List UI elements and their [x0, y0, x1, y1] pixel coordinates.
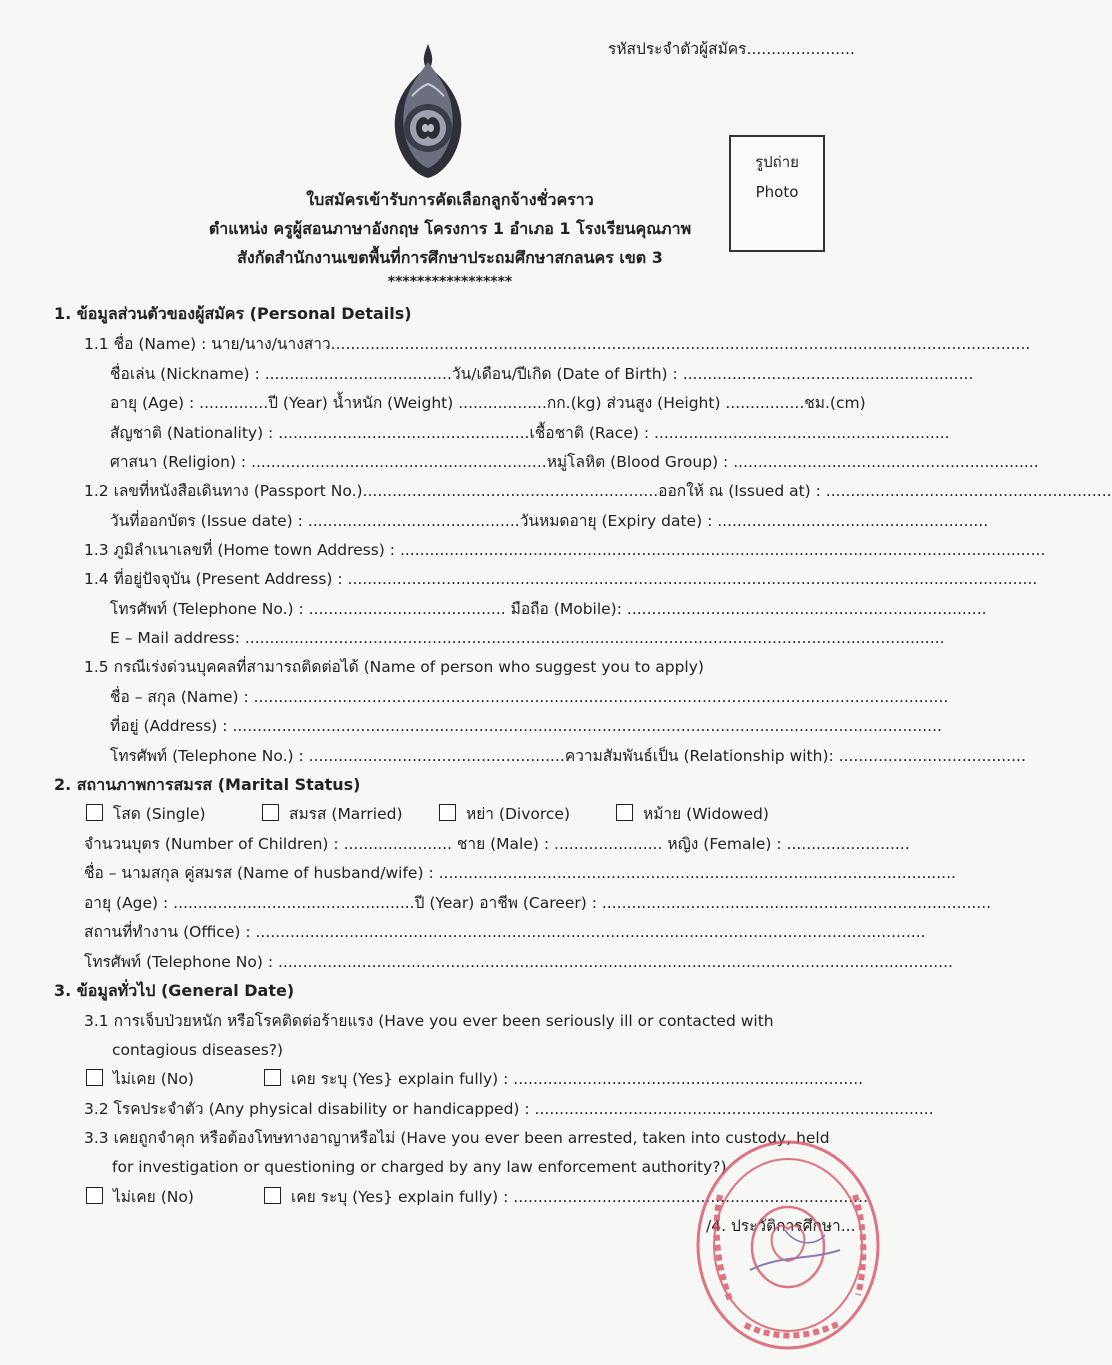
relationship-label: ความสัมพันธ์เป็น (Relationship with): — [564, 747, 839, 765]
email-label: E – Mail address: — [110, 629, 245, 647]
marital-status-options — [86, 804, 856, 826]
header-stars: ***************** — [387, 274, 513, 290]
spouse-age-label: อายุ (Age) : — [84, 894, 174, 912]
male-label: ชาย (Male) : — [451, 835, 555, 853]
office-field[interactable]: สถานที่ทำงาน (Office) : ........................................................................................................................................ — [84, 923, 926, 941]
race-label: เชื้อชาติ (Race) : — [529, 424, 654, 442]
emergency-heading: 1.5 กรณีเร่งด่วนบุคคลที่สามารถติดต่อได้ (Name of person who suggest you to apply) — [84, 658, 704, 676]
illness-yes-option[interactable]: เคย ระบุ (Yes} explain fully) : ....................................................................... — [264, 1069, 863, 1089]
married-option[interactable] — [262, 804, 403, 824]
arrest-yes-label: เคย ระบุ (Yes} explain fully) : — [291, 1188, 514, 1206]
form-agency: สังกัดสำนักงานเขตพื้นที่การศึกษาประถมศึกษาสกลนคร เขต 3 — [237, 248, 663, 267]
disability-label: 3.2 โรคประจำตัว (Any physical disability or handicapped) : — [84, 1100, 535, 1118]
age-weight-height-row[interactable]: อายุ (Age) : ..............ปี (Year) น้ำหนัก (Weight) ..................กก.(kg) ส่วนสูง (Height) ................ชม.(cm) — [110, 394, 866, 412]
next-page-note: /4. ประวัติการศึกษา... — [706, 1217, 856, 1235]
school-emblem-logo — [388, 40, 468, 182]
dob-label: วัน/เดือน/ปีเกิด (Date of Birth) : — [451, 365, 683, 383]
children-label: จำนวนบุตร (Number of Children) : — [84, 835, 344, 853]
passport-label: 1.2 เลขที่หนังสือเดินทาง (Passport No.) — [84, 482, 363, 500]
spouse-age-career-row[interactable]: อายุ (Age) : .................................................ปี (Year) อาชีพ (Career) : ............................................................................... — [84, 894, 992, 912]
issue-date-label: วันที่ออกบัตร (Issue date) : — [110, 512, 308, 530]
nickname-label: ชื่อเล่น (Nickname) : — [110, 365, 265, 383]
cm-label: ชม.(cm) — [804, 394, 866, 412]
contact-name-label: ชื่อ – สกุล (Name) : — [110, 688, 254, 706]
form-position: ตำแหน่ง ครูผู้สอนภาษาอังกฤษ โครงการ 1 อำเภอ 1 โรงเรียนคุณภาพ — [208, 219, 692, 238]
career-label: ปี (Year) อาชีพ (Career) : — [414, 894, 602, 912]
arrest-question-cont: for investigation or questioning or charged by any law enforcement authority?) — [112, 1158, 727, 1176]
single-checkbox[interactable] — [86, 804, 103, 821]
spouse-telephone-field[interactable]: โทรศัพท์ (Telephone No) : ......................................................................................................................................... — [84, 953, 953, 971]
arrest-yes-checkbox[interactable] — [264, 1187, 281, 1204]
female-label: หญิง (Female) : — [662, 835, 787, 853]
name-field[interactable]: 1.1 ชื่อ (Name) : นาย/นาง/นางสาว.............................................................................................................................................. — [84, 335, 1031, 353]
passport-row[interactable]: 1.2 เลขที่หนังสือเดินทาง (Passport No.)............................................................ออกให้ ณ (Issued at) : .......................................................... — [84, 482, 1112, 500]
form-title: ใบสมัครเข้ารับการคัดเลือกลูกจ้างชั่วคราว — [306, 190, 594, 209]
telephone-label: โทรศัพท์ (Telephone No.) : — [110, 600, 309, 618]
contact-telephone-row[interactable]: โทรศัพท์ (Telephone No.) : ....................................................ความสัมพันธ์เป็น (Relationship with): ...................................... — [110, 747, 1026, 765]
religion-blood-row[interactable]: ศาสนา (Religion) : ............................................................หมู่โลหิต (Blood Group) : .............................................................. — [110, 453, 1039, 471]
expiry-date-label: วันหมดอายุ (Expiry date) : — [519, 512, 718, 530]
age-label: อายุ (Age) : — [110, 394, 200, 412]
divorce-label: หย่า (Divorce) — [466, 805, 571, 823]
present-address-label: 1.4 ที่อยู่ปัจจุบัน (Present Address) : — [84, 570, 348, 588]
weight-label: ปี (Year) น้ำหนัก (Weight) — [268, 394, 459, 412]
disability-field[interactable]: 3.2 โรคประจำตัว (Any physical disability or handicapped) : ................................................................................. — [84, 1100, 934, 1118]
widowed-option[interactable] — [616, 804, 769, 824]
hometown-label: 1.3 ภูมิลำเนาเลขที่ (Home town Address) : — [84, 541, 400, 559]
contact-address-label: ที่อยู่ (Address) : — [110, 717, 233, 735]
widowed-checkbox[interactable] — [616, 804, 633, 821]
single-option[interactable] — [86, 804, 206, 824]
issued-at-label: ออกให้ ณ (Issued at) : — [658, 482, 826, 500]
applicant-id-field: รหัสประจำตัวผู้สมัคร...................... — [608, 40, 855, 58]
photo-label-en: Photo — [755, 183, 799, 201]
divorce-option[interactable] — [439, 804, 570, 824]
office-label: สถานที่ทำงาน (Office) : — [84, 923, 256, 941]
name-label: 1.1 ชื่อ (Name) : นาย/นาง/นางสาว — [84, 335, 331, 353]
contact-tel-label: โทรศัพท์ (Telephone No.) : — [110, 747, 309, 765]
contact-address-field[interactable]: ที่อยู่ (Address) : ................................................................................................................................................ — [110, 717, 942, 735]
hometown-field[interactable]: 1.3 ภูมิลำเนาเลขที่ (Home town Address) : ................................................................................................................................... — [84, 541, 1046, 559]
section2-title: 2. สถานภาพการสมรส (Marital Status) — [54, 775, 361, 794]
arrest-no-option[interactable] — [86, 1187, 194, 1207]
present-address-field[interactable]: 1.4 ที่อยู่ปัจจุบัน (Present Address) : ............................................................................................................................................ — [84, 570, 1038, 588]
arrest-yes-option[interactable]: เคย ระบุ (Yes} explain fully) : ........................................................................ — [264, 1187, 868, 1207]
photo-label-th: รูปถ่าย — [755, 153, 799, 171]
blood-label: หมู่โลหิต (Blood Group) : — [546, 453, 734, 471]
section3-title: 3. ข้อมูลทั่วไป (General Date) — [54, 981, 295, 1000]
illness-answer-row — [86, 1069, 864, 1091]
illness-no-checkbox[interactable] — [86, 1069, 103, 1086]
arrest-no-label: ไม่เคย (No) — [113, 1188, 194, 1206]
married-label: สมรส (Married) — [289, 805, 403, 823]
illness-no-option[interactable] — [86, 1069, 194, 1089]
illness-no-label: ไม่เคย (No) — [113, 1070, 194, 1088]
contact-name-field[interactable]: ชื่อ – สกุล (Name) : ............................................................................................................................................. — [110, 688, 949, 706]
illness-question: 3.1 การเจ็บป่วยหนัก หรือโรคติดต่อร้ายแรง (Have you ever been seriously ill or contacted with — [84, 1012, 774, 1030]
divorce-checkbox[interactable] — [439, 804, 456, 821]
spouse-name-label: ชื่อ – นามสกุล คู่สมรส (Name of husband/wife) : — [84, 864, 439, 882]
nationality-race-row[interactable]: สัญชาติ (Nationality) : ...................................................เชื้อชาติ (Race) : ............................................................ — [110, 424, 950, 442]
single-label: โสด (Single) — [113, 805, 206, 823]
widowed-label: หม้าย (Widowed) — [643, 805, 769, 823]
arrest-question: 3.3 เคยถูกจำคุก หรือต้องโทษทางอาญาหรือไม่ (Have you ever been arrested, taken into custody, held — [84, 1129, 830, 1147]
telephone-mobile-row[interactable]: โทรศัพท์ (Telephone No.) : ........................................ มือถือ (Mobile): ......................................................................... — [110, 600, 987, 618]
nickname-dob-row[interactable]: ชื่อเล่น (Nickname) : ......................................วัน/เดือน/ปีเกิด (Date of Birth) : ........................................................... — [110, 365, 974, 383]
spouse-telephone-label: โทรศัพท์ (Telephone No) : — [84, 953, 278, 971]
arrest-no-checkbox[interactable] — [86, 1187, 103, 1204]
official-stamp-seal — [690, 1135, 885, 1355]
children-row[interactable]: จำนวนบุตร (Number of Children) : ...................... ชาย (Male) : ...................... หญิง (Female) : ......................... — [84, 835, 910, 853]
illness-yes-checkbox[interactable] — [264, 1069, 281, 1086]
email-field[interactable]: E – Mail address: .............................................................................................................................................. — [110, 629, 945, 647]
married-checkbox[interactable] — [262, 804, 279, 821]
illness-question-cont: contagious diseases?) — [112, 1041, 284, 1059]
religion-label: ศาสนา (Religion) : — [110, 453, 252, 471]
height-label: กก.(kg) ส่วนสูง (Height) — [546, 394, 726, 412]
nationality-label: สัญชาติ (Nationality) : — [110, 424, 279, 442]
issue-expiry-row[interactable]: วันที่ออกบัตร (Issue date) : ...........................................วันหมดอายุ (Expiry date) : ....................................................... — [110, 512, 989, 530]
spouse-name-field[interactable]: ชื่อ – นามสกุล คู่สมรส (Name of husband/wife) : ......................................................................................................... — [84, 864, 956, 882]
illness-yes-label: เคย ระบุ (Yes} explain fully) : — [291, 1070, 514, 1088]
mobile-label: มือถือ (Mobile): — [505, 600, 627, 618]
section1-title: 1. ข้อมูลส่วนตัวของผู้สมัคร (Personal Details) — [54, 304, 412, 323]
